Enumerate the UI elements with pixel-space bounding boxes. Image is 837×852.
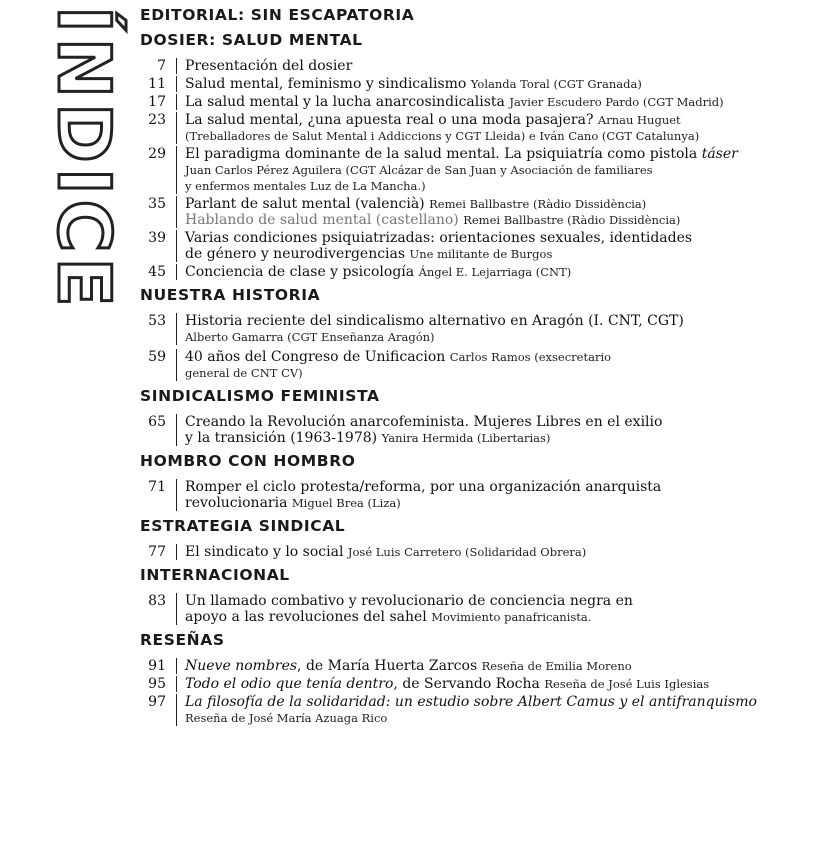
toc-entry[interactable] [140, 676, 830, 692]
toc-entry[interactable] [140, 658, 830, 674]
entry-author: Arnau Huguet [597, 113, 681, 127]
entry-author: Miguel Brea (Liza) [291, 496, 401, 510]
page-number: 39 [148, 230, 166, 246]
page-number: 17 [148, 94, 166, 110]
entry-title: 40 años del Congreso de Unificacion [185, 349, 446, 365]
toc-entry[interactable] [140, 76, 830, 92]
entry-author: Reseña de Emilia Moreno [481, 659, 632, 673]
toc-entry[interactable] [140, 479, 830, 511]
section-title-internacional: INTERNACIONAL [140, 566, 290, 584]
entry-title: Romper el ciclo protesta/reforma, por una organización anarquista [185, 479, 662, 495]
entry-title-cont: revolucionaria [185, 495, 288, 511]
entry-author-cont: (Treballadores de Salut Mental i Addiccions y CGT Lleida) e Iván Cano (CGT Catalunya) [185, 129, 700, 143]
page-number: 59 [148, 349, 166, 365]
toc-entry[interactable] [140, 313, 830, 345]
page-number: 83 [148, 593, 166, 609]
entry-title: Historia reciente del sindicalismo alternativo en Aragón (I. CNT, CGT) [185, 313, 684, 329]
entry-title-italic: Todo el odio que tenía dentro [185, 676, 394, 692]
section-title-historia: NUESTRA HISTORIA [140, 286, 321, 304]
index-content [140, 6, 830, 732]
toc-entry[interactable] [140, 593, 830, 625]
entry-title-italic: La filosofía de la solidaridad: un estudio sobre Albert Camus y el antifranquismo [185, 694, 757, 710]
entry-title: Un llamado combativo y revolucionario de conciencia negra en [185, 593, 633, 609]
entry-title-cont: de género y neurodivergencias [185, 246, 406, 262]
entry-title: Parlant de salut mental (valencià) [185, 196, 425, 212]
page-number: 53 [148, 313, 166, 329]
entry-author: Remei Ballbastre (Ràdio Dissidència) [429, 197, 647, 211]
entry-title-cont: y la transición (1963-1978) [185, 430, 378, 446]
toc-entry[interactable] [140, 264, 830, 280]
entry-author: Movimiento panafricanista. [431, 610, 592, 624]
entry-title: , de Servando Rocha [393, 676, 540, 692]
entry-title: El sindicato y lo social [185, 544, 344, 560]
entry-title-italic: Nueve nombres [185, 658, 298, 674]
vertical-index-text: ÍNDICE [42, 6, 126, 312]
entry-author-cont: general de CNT CV) [185, 366, 303, 380]
section-title-hombro: HOMBRO CON HOMBRO [140, 452, 356, 470]
entry-title: La salud mental y la lucha anarcosindicalista [185, 94, 505, 110]
page-number: 11 [148, 76, 166, 92]
entry-title-alt: Hablando de salud mental (castellano) [185, 212, 459, 228]
section-title-dosier: DOSIER: SALUD MENTAL [140, 31, 363, 49]
entry-author: Yanira Hermida (Libertarias) [381, 431, 551, 445]
entry-author-cont: y enfermos mentales Luz de La Mancha.) [185, 179, 426, 193]
entry-title: El paradigma dominante de la salud mental. La psiquiatría como pistola [185, 146, 698, 162]
section-title-resenas: RESEÑAS [140, 631, 225, 649]
entry-author: Javier Escudero Pardo (CGT Madrid) [509, 95, 724, 109]
entry-author: José Luis Carretero (Solidaridad Obrera) [347, 545, 587, 559]
entry-author: Une militante de Burgos [409, 247, 553, 261]
section-title-estrategia: ESTRATEGIA SINDICAL [140, 517, 346, 535]
section-dosier [140, 31, 830, 280]
entry-author: Ángel E. Lejarriaga (CNT) [418, 265, 572, 279]
page-number: 45 [148, 264, 166, 280]
section-estrategia [140, 517, 830, 560]
toc-entry[interactable] [140, 349, 830, 381]
entry-author-alt: Remei Ballbastre (Ràdio Dissidència) [463, 213, 681, 227]
page-number: 35 [148, 196, 166, 212]
section-hombro [140, 452, 830, 511]
section-internacional [140, 566, 830, 625]
toc-entry[interactable] [140, 414, 830, 446]
toc-entry[interactable] [140, 196, 830, 228]
page-number: 23 [148, 112, 166, 128]
page-number: 7 [157, 58, 166, 74]
entry-author: Carlos Ramos (exsecretario [449, 350, 612, 364]
entry-title: Creando la Revolución anarcofeminista. Mujeres Libres en el exilio [185, 414, 663, 430]
toc-entry[interactable] [140, 230, 830, 262]
toc-entry[interactable] [140, 694, 830, 726]
section-editorial [140, 6, 830, 25]
toc-entry[interactable] [140, 544, 830, 560]
entry-title: Conciencia de clase y psicología [185, 264, 415, 280]
section-title-editorial[interactable]: EDITORIAL: SIN ESCAPATORIA [140, 6, 415, 24]
entry-title: La salud mental, ¿una apuesta real o una moda pasajera? [185, 112, 594, 128]
page-number: 71 [148, 479, 166, 495]
page-number: 91 [148, 658, 166, 674]
page-number: 97 [148, 694, 166, 710]
entry-title-cont: apoyo a las revoluciones del sahel [185, 609, 427, 625]
section-historia [140, 286, 830, 381]
toc-entry[interactable] [140, 94, 830, 110]
toc-entry[interactable] [140, 112, 830, 144]
page-number: 77 [148, 544, 166, 560]
entry-title: Varias condiciones psiquiatrizadas: orientaciones sexuales, identidades [185, 230, 693, 246]
entry-author: Juan Carlos Pérez Aguilera (CGT Alcázar de San Juan y Asociación de familiares [185, 163, 653, 177]
entry-author: Alberto Gamarra (CGT Enseñanza Aragón) [185, 330, 435, 344]
entry-title-italic: táser [701, 146, 738, 162]
toc-entry[interactable] [140, 58, 830, 74]
entry-title: Salud mental, feminismo y sindicalismo [185, 76, 467, 92]
section-resenas [140, 631, 830, 726]
toc-entry[interactable] [140, 146, 830, 194]
entry-author: Reseña de José Luis Iglesias [544, 677, 710, 691]
page-number: 29 [148, 146, 166, 162]
page-number: 65 [148, 414, 166, 430]
entry-title: , de María Huerta Zarcos [297, 658, 478, 674]
entry-title: Presentación del dosier [185, 58, 353, 74]
entry-author: Reseña de José María Azuaga Rico [185, 711, 388, 725]
vertical-index-title [30, 0, 126, 312]
section-feminista [140, 387, 830, 446]
page-number: 95 [148, 676, 166, 692]
section-title-feminista: SINDICALISMO FEMINISTA [140, 387, 380, 405]
entry-author: Yolanda Toral (CGT Granada) [470, 77, 642, 91]
